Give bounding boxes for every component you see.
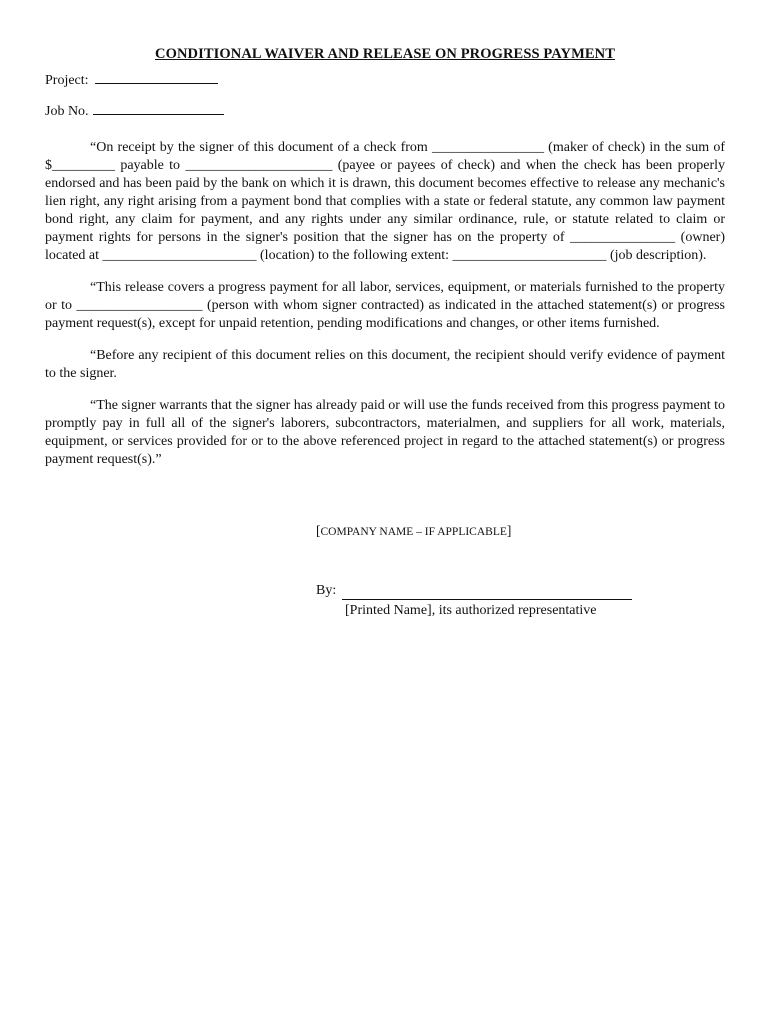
printed-name-caption: [Printed Name], its authorized representative (345, 603, 597, 618)
company-name-placeholder (316, 522, 511, 541)
project-blank[interactable] (95, 71, 218, 84)
signature-row (316, 582, 632, 600)
job-number-field (45, 102, 725, 121)
paragraph-release-coverage: “This release covers a progress payment for all labor, services, equipment, or materials furnished to the property or to __________________ (person with whom signer contracted) as indicated in the attached statement(s) or progress payment request(s), except for unpaid retention, pending modifications and changes, or other items furnished. (45, 280, 725, 331)
signature-line[interactable] (342, 585, 632, 600)
paragraph-recipient-notice: “Before any recipient of this document relies on this document, the recipient should verify evidence of payment to the signer. (45, 348, 725, 381)
company-name-text: COMPANY NAME – IF APPLICABLE (320, 526, 507, 538)
job-number-blank[interactable] (93, 102, 224, 115)
paragraph-release-terms: “On receipt by the signer of this document of a check from ________________ (maker of check) in the sum of $_________ payable to _____________________ (payee or payees of check) and when the check has been properly endorsed and has been paid by the bank on which it is drawn, this document becomes effective to release any mechanic's lien right, any right arising from a payment bond that complies with a state or federal statute, any common law payment bond right, any claim for payment, and any rights under any similar ordinance, rule, or statute related to claim or payment rights for persons in the signer's position that the signer has on the property of _______________ (owner) located at ______________________ (location) to the following extent: ______________________ (job description). (45, 140, 725, 263)
document-title: CONDITIONAL WAIVER AND RELEASE ON PROGRESS PAYMENT (155, 46, 615, 62)
by-label: By: (316, 583, 337, 598)
company-bracket-close: ] (506, 523, 512, 538)
company-bracket-open: [ (316, 523, 321, 538)
job-number-label: Job No. (45, 104, 89, 119)
document-page (45, 46, 725, 483)
paragraph-signer-warranty: “The signer warrants that the signer has already paid or will use the funds received from this progress payment to promptly pay in full all of the signer's laborers, subcontractors, materialmen, and suppliers for all work, materials, equipment, or services provided for or to the above referenced project in regard to the attached statement(s) or progress payment request(s).” (45, 398, 725, 467)
project-field (45, 71, 725, 90)
project-label: Project: (45, 73, 89, 88)
